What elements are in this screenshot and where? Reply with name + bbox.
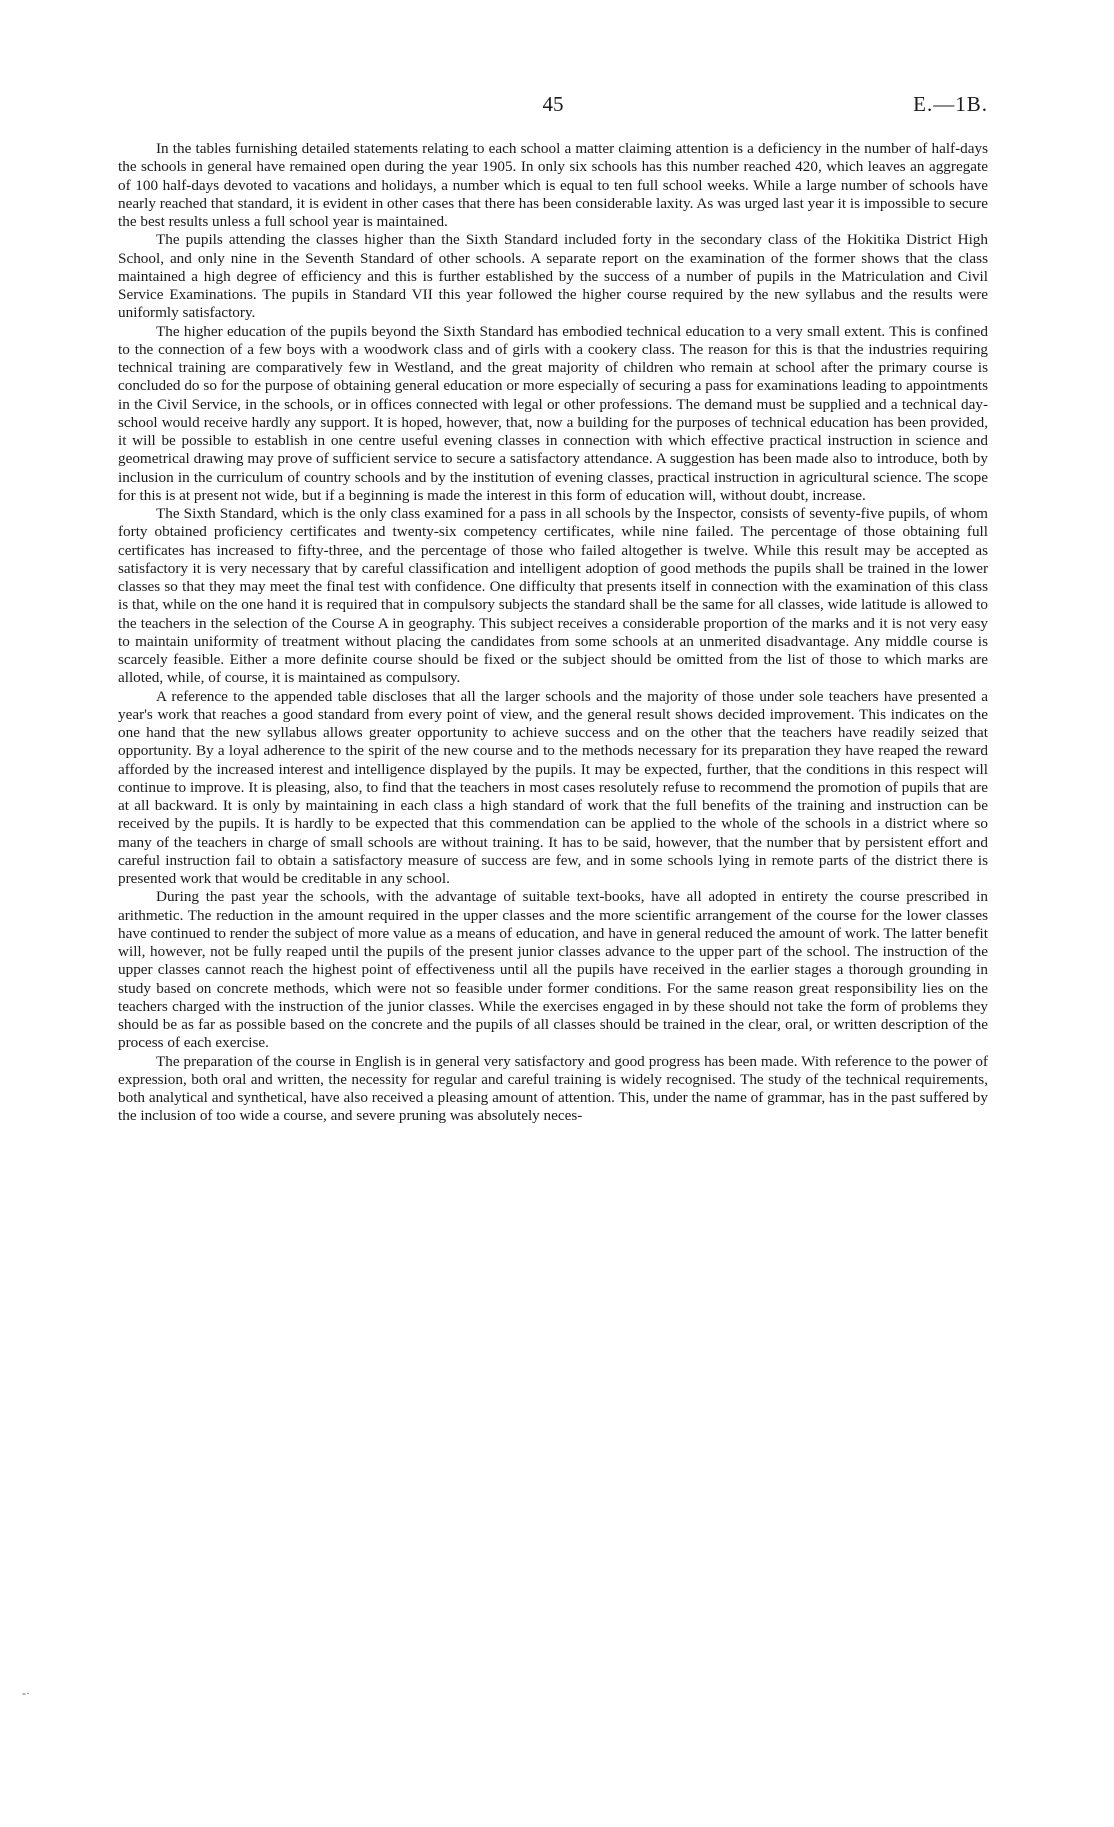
paragraph: The Sixth Standard, which is the only class examined for a pass in all schools by the Inspector, consists of seventy-five pupils, of whom forty obtained proficiency certificates and twenty-six competency certificates, while nine failed. The percentage of those obtaining full certificates has increased to fifty-three, and the percentage of those who failed altogether is twelve. While this result may be accepted as satisfactory it is very necessary that by careful classification and intelligent adoption of good methods the pupils shall be trained in the lower classes so that they may meet the final test with confidence. One difficulty that presents itself in connection with the examination of this class is that, while on the one hand it is required that in compulsory subjects the standard shall be the same for all classes, wide latitude is allowed to the teachers in the selection of the Course A in geography. This subject receives a considerable proportion of the marks and it is not very easy to maintain uniformity of treatment without placing the candidates from some schools at an unmerited disadvantage. Any middle course is scarcely feasible. Either a more definite course should be fixed or the subject should be omitted from the list of those to which marks are alloted, while, of course, it is maintained as compulsory. bbox=[118, 505, 988, 687]
paragraph: During the past year the schools, with the advantage of suitable text-books, have all adopted in entirety the course prescribed in arithmetic. The reduction in the amount required in the upper classes and the more scientific arrangement of the course for the lower classes have continued to render the subject of more value as a means of education, and have in general reduced the amount of work. The latter benefit will, however, not be fully reaped until the pupils of the present junior classes advance to the upper part of the school. The instruction of the upper classes cannot reach the highest point of effectiveness until all the pupils have received in the earlier stages a thorough grounding in study based on concrete methods, which were not so feasible under former conditions. For the same reason great responsibility lies on the teachers charged with the instruction of the junior classes. While the exercises engaged in by these should not take the form of problems they should be as far as possible based on the concrete and the pupils of all classes should be trained in the clear, oral, or written description of the process of each exercise. bbox=[118, 888, 988, 1052]
document-reference: E.—1B. bbox=[913, 92, 988, 116]
margin-mark: -· bbox=[22, 1686, 30, 1700]
paragraph: The preparation of the course in English is in general very satisfactory and good progress has been made. With reference to the power of expression, both oral and written, the necessity for regular and careful training is widely recognised. The study of the technical requirements, both analytical and synthetical, have also received a pleasing amount of attention. This, under the name of grammar, has in the past suffered by the inclusion of too wide a course, and severe pruning was absolutely neces- bbox=[118, 1052, 988, 1125]
paragraph: A reference to the appended table discloses that all the larger schools and the majority of those under sole teachers have presented a year's work that reaches a good standard from every point of view, and the general result shows decided improvement. This indicates on the one hand that the new syllabus allows greater opportunity to achieve success and on the other that the teachers have readily seized that opportunity. By a loyal adherence to the spirit of the new course and to the methods necessary for its preparation they have reaped the reward afforded by the increased interest and intelligence displayed by the pupils. It may be expected, further, that the conditions in this respect will continue to improve. It is pleasing, also, to find that the teachers in most cases resolutely refuse to recommend the promotion of pupils that are at all backward. It is only by maintaining in each class a high standard of work that the full benefits of the training and instruction can be received by the pupils. It is hardly to be expected that this commendation can be applied to the whole of the schools in a district where so many of the teachers in charge of small schools are without training. It has to be said, however, that the number that by persistent effort and careful instruction fail to obtain a satisfactory measure of success are few, and in some schools lying in remote parts of the district there is presented work that would be creditable in any school. bbox=[118, 687, 988, 887]
paragraph: The higher education of the pupils beyond the Sixth Standard has embodied technical education to a very small extent. This is confined to the connection of a few boys with a woodwork class and of girls with a cookery class. The reason for this is that the industries requiring technical training are comparatively few in Westland, and the great majority of children who remain at school after the primary course is concluded do so for the purpose of obtaining general education or more especially of securing a pass for examinations leading to appointments in the Civil Service, in the schools, or in offices connected with legal or other professions. The demand must be supplied and a technical day-school would receive hardly any support. It is hoped, however, that, now a building for the purposes of technical education has been provided, it will be possible to establish in one centre useful evening classes in connection with which effective practical instruction in science and geometrical drawing may prove of sufficient service to secure a satisfactory attendance. A suggestion has been made also to introduce, both by inclusion in the curriculum of country schools and by the institution of evening classes, practical instruction in agricultural science. The scope for this is at present not wide, but if a beginning is made the interest in this form of education will, without doubt, increase. bbox=[118, 322, 988, 504]
page-header bbox=[118, 92, 988, 120]
page-number: 45 bbox=[542, 92, 564, 116]
body-text bbox=[118, 140, 988, 1126]
paragraph: The pupils attending the classes higher than the Sixth Standard included forty in the secondary class of the Hokitika District High School, and only nine in the Seventh Standard of other schools. A separate report on the examination of the former shows that the class maintained a high degree of efficiency and this is further established by the success of a number of pupils in the Matriculation and Civil Service Examinations. The pupils in Standard VII this year followed the higher course required by the new syllabus and the results were uniformly satisfactory. bbox=[118, 231, 988, 322]
paragraph: In the tables furnishing detailed statements relating to each school a matter claiming attention is a deficiency in the number of half-days the schools in general have remained open during the year 1905. In only six schools has this number reached 420, which leaves an aggregate of 100 half-days devoted to vacations and holidays, a number which is equal to ten full school weeks. While a large number of schools have nearly reached that standard, it is evident in other cases that there has been considerable laxity. As was urged last year it is impossible to secure the best results unless a full school year is maintained. bbox=[118, 140, 988, 230]
